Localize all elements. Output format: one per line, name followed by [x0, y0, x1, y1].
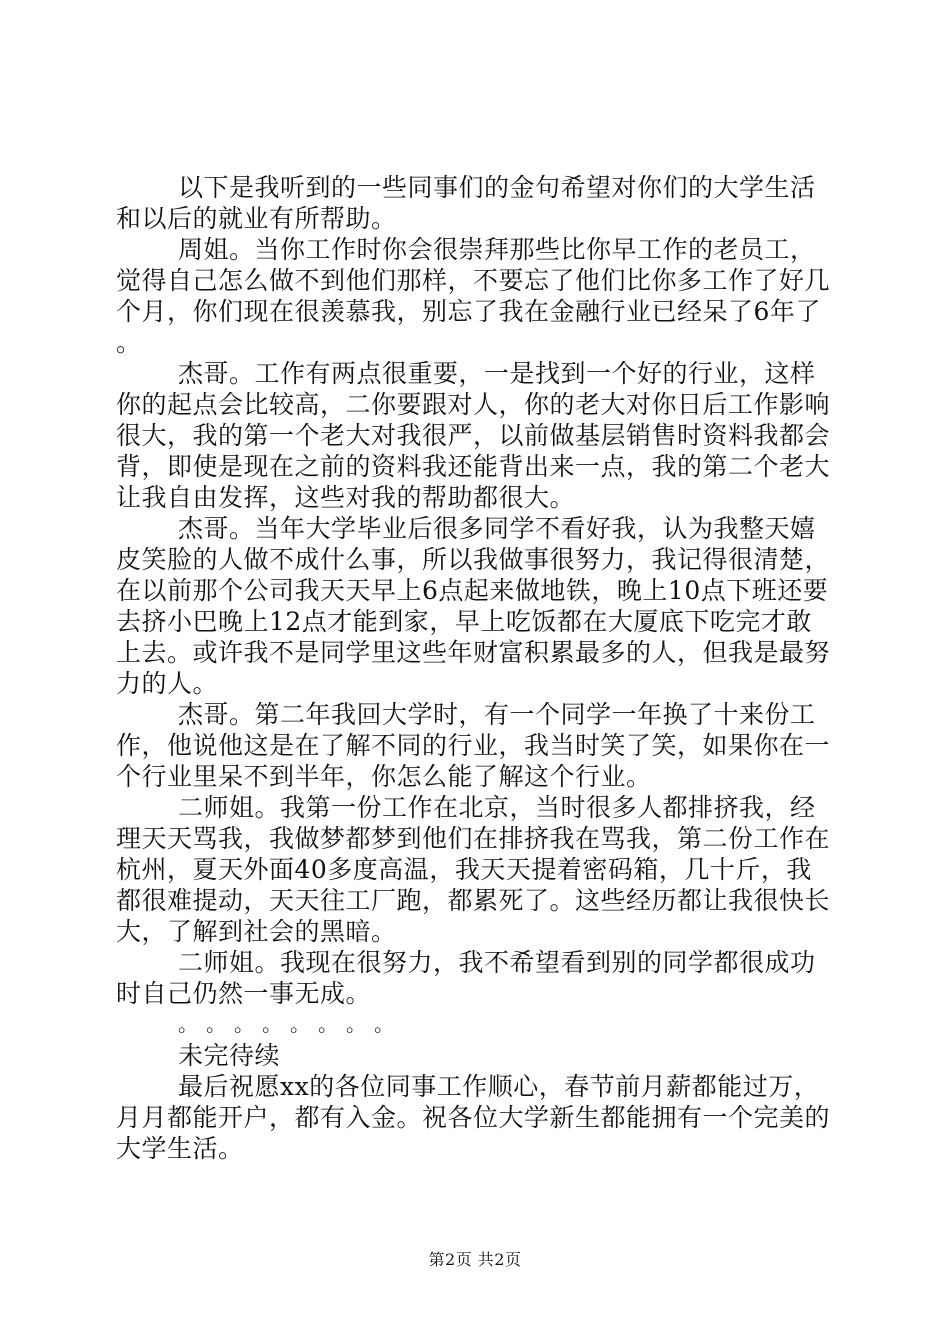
paragraph-jiege-3: 杰哥。第二年我回大学时，有一个同学一年换了十来份工作，他说他这是在了解不同的行业，我当时笑了笑，如果你在一个行业里呆不到半年，你怎么能了解这个行业。 — [116, 700, 831, 791]
paragraph-ershijie-2: 二师姐。我现在很努力，我不希望看到别的同学都很成功时自己仍然一事无成。 — [116, 948, 816, 1008]
paragraph-jiege-2: 杰哥。当年大学毕业后很多同学不看好我，认为我整天嬉皮笑脸的人做不成什么事，所以我做事很努力，我记得很清楚，在以前那个公司我天天早上6点起来做地铁，晚上10点下班还要去挤小巴晚上12点才能到家，早上吃饭都在大厦底下吃完才敢上去。或许我不是同学里这些年财富积累最多的人，但我是最努力的人。 — [116, 514, 831, 698]
paragraph-ershijie-1: 二师姐。我第一份工作在北京，当时很多人都排挤我，经理天天骂我，我做梦都梦到他们在排挤我在骂我，第二份工作在杭州，夏天外面40多度高温，我天天提着密码箱，几十斤，我都很难提动，天天往工厂跑，都累死了。这些经历都让我很快长大，了解到社会的黑暗。 — [116, 793, 831, 946]
paragraph-zhoujie: 周姐。当你工作时你会很崇拜那些比你早工作的老员工，觉得自己怎么做不到他们那样，不要忘了他们比你多工作了好几个月，你们现在很羡慕我，别忘了我在金融行业已经呆了6年了。 — [116, 235, 831, 357]
continued-label: 未完待续 — [178, 1041, 281, 1070]
paragraph-jiege-1: 杰哥。工作有两点很重要，一是找到一个好的行业，这样你的起点会比较高，二你要跟对人，你的老大对你日后工作影响很大，我的第一个老大对我很严，以前做基层销售时资料我都会背，即使是现在之前的资料我还能背出来一点，我的第二个老大让我自由发挥，这些对我的帮助都很大。 — [116, 359, 831, 512]
ellipsis-dots: 。。。。。。。。 — [178, 1012, 412, 1036]
paragraph-closing: 最后祝愿xx的各位同事工作顺心，春节前月薪都能过万，月月都能开户，都有入金。祝各位大学新生都能拥有一个完美的大学生活。 — [116, 1072, 831, 1163]
paragraph-intro: 以下是我听到的一些同事们的金句希望对你们的大学生活和以后的就业有所帮助。 — [116, 173, 816, 233]
page-footer: 第2页 共2页 — [428, 1250, 522, 1269]
document-body — [0, 172, 950, 1164]
